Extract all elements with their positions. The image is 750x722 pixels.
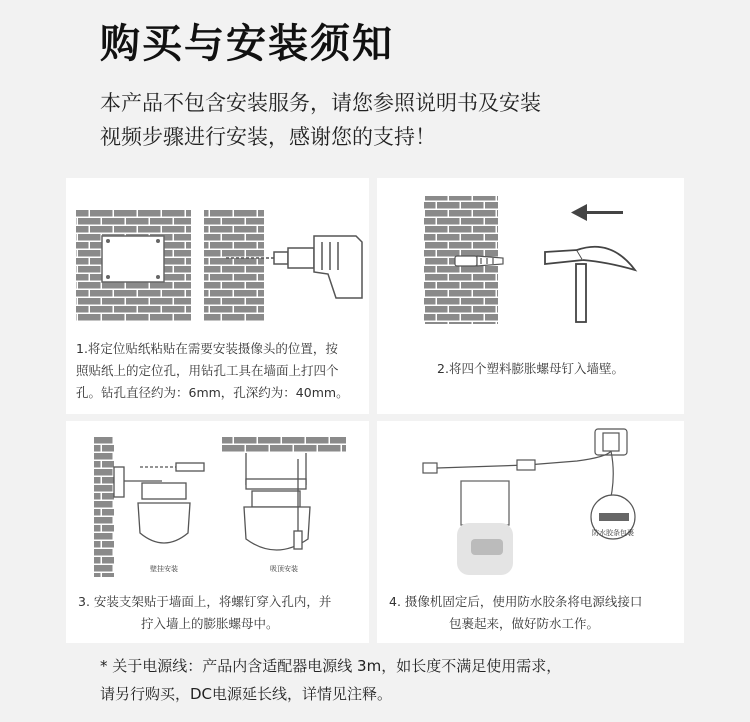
wall-mount-label: 壁挂安装 xyxy=(150,565,178,573)
step-4-caption: 4. 摄像机固定后，使用防水胶条将电源线接口 包裹起来，做好防水工作。 xyxy=(389,594,643,631)
step-2-caption: 2.将四个塑料膨胀螺母钉入墙壁。 xyxy=(437,361,624,376)
step-2-card xyxy=(377,178,684,414)
side-wall xyxy=(94,437,114,577)
note-line-2: 请另行购买，DC电源延长线，详情见注释。 xyxy=(100,685,393,703)
power-cable-note xyxy=(100,652,700,708)
ceiling-mounted-camera xyxy=(244,453,310,550)
ceiling-mount-label: 吸顶安装 xyxy=(270,565,298,573)
step-3-caption: 3. 安装支架贴于墙面上，将螺钉穿入孔内，并 拧入墙上的膨胀螺母中。 xyxy=(78,594,332,631)
anchor-icon xyxy=(455,256,503,266)
positioning-sticker xyxy=(102,236,164,282)
step-3-card xyxy=(66,421,369,643)
intro-line-2: 视频步骤进行安装，感谢您的支持！ xyxy=(100,125,436,149)
intro-line-1: 本产品不包含安装服务，请您参照说明书及安装 xyxy=(100,91,541,115)
brick-wall-2 xyxy=(204,209,264,321)
ceiling xyxy=(222,437,346,453)
arrow-left-icon xyxy=(571,204,623,221)
step-4-card xyxy=(377,421,684,643)
step-1-card xyxy=(66,178,369,414)
wall-mounted-camera xyxy=(114,463,204,543)
intro-text xyxy=(100,86,660,154)
waterproof-tape-detail xyxy=(591,495,635,539)
camera-icon xyxy=(457,481,513,575)
step-1-caption: 1.将定位贴纸粘贴在需要安装摄像头的位置，按 照贴纸上的定位孔，用钻孔工具在墙面上打四个 孔。钻孔直径约为：6mm，孔深约为：40mm。 xyxy=(76,341,349,400)
note-line-1: * 关于电源线：产品内含适配器电源线 3m，如长度不满足使用需求， xyxy=(100,657,562,675)
hammer-icon xyxy=(545,247,635,322)
tape-label: 防水胶条包裹 xyxy=(592,529,634,537)
page-title: 购买与安装须知 xyxy=(100,21,394,67)
